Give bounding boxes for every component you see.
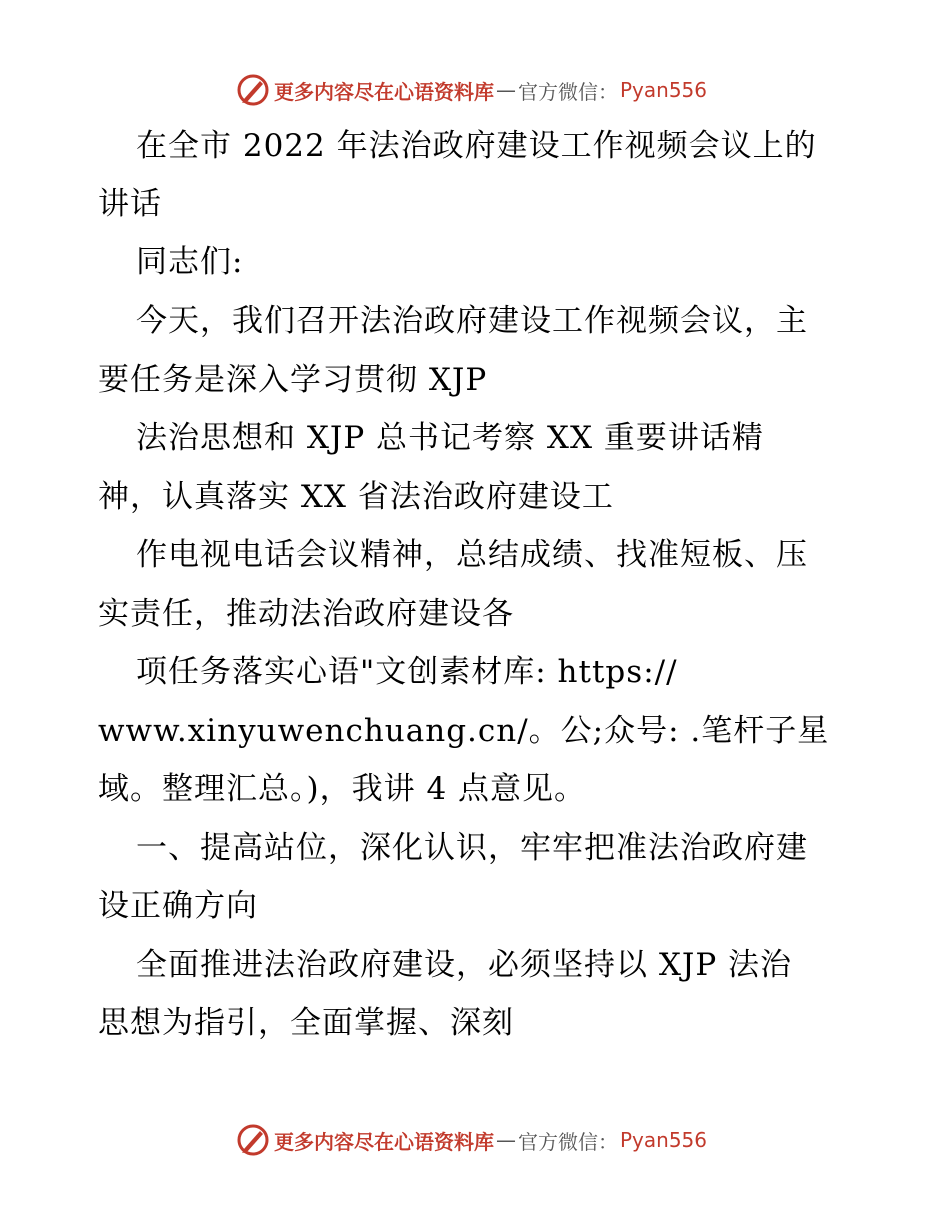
banner-main-text: 更多内容尽在心语资料库 [274, 1129, 494, 1154]
doc-line: 项任务落实心语"文创素材库: https:// [136, 654, 678, 690]
banner-dash: — [496, 78, 516, 102]
doc-line: 今天，我们召开法治政府建设工作视频会议，主 [136, 303, 808, 339]
doc-title-line-2: 讲话 [98, 186, 162, 222]
banner-main-text: 更多内容尽在心语资料库 [274, 79, 494, 104]
footer-banner [236, 1123, 716, 1157]
banner-sub-text: 官方微信： [518, 79, 618, 104]
pen-logo-icon [236, 1123, 270, 1157]
doc-section-heading: 一、提高站位，深化认识，牢牢把准法治政府建 [136, 830, 808, 866]
doc-line: 神，认真落实 XX 省法治政府建设工 [98, 479, 614, 515]
doc-line: 法治思想和 XJP 总书记考察 XX 重要讲话精 [136, 420, 764, 456]
doc-line: 要任务是深入学习贯彻 XJP [98, 362, 488, 398]
doc-title-line-1: 在全市 2022 年法治政府建设工作视频会议上的 [136, 128, 817, 164]
banner-wechat-id: Pyan556 [620, 1128, 708, 1152]
doc-line: 实责任，推动法治政府建设各 [98, 596, 514, 632]
banner-dash: — [496, 1128, 516, 1152]
doc-line: 作电视电话会议精神，总结成绩、找准短板、压 [136, 537, 808, 573]
doc-line: 全面推进法治政府建设，必须坚持以 XJP 法治 [136, 947, 793, 983]
banner-sub-text: 官方微信： [518, 1129, 618, 1154]
doc-line: 域。整理汇总。)，我讲 4 点意见。 [98, 771, 587, 807]
pen-logo-icon [236, 73, 270, 107]
doc-line: 思想为指引，全面掌握、深刻 [98, 1005, 514, 1041]
header-banner [236, 73, 716, 107]
doc-line: www.xinyuwenchuang.cn/。公;众号: .笔杆子星 [98, 713, 830, 749]
banner-wechat-id: Pyan556 [620, 78, 708, 102]
doc-section-heading-cont: 设正确方向 [98, 888, 258, 924]
doc-salutation: 同志们: [136, 244, 244, 280]
